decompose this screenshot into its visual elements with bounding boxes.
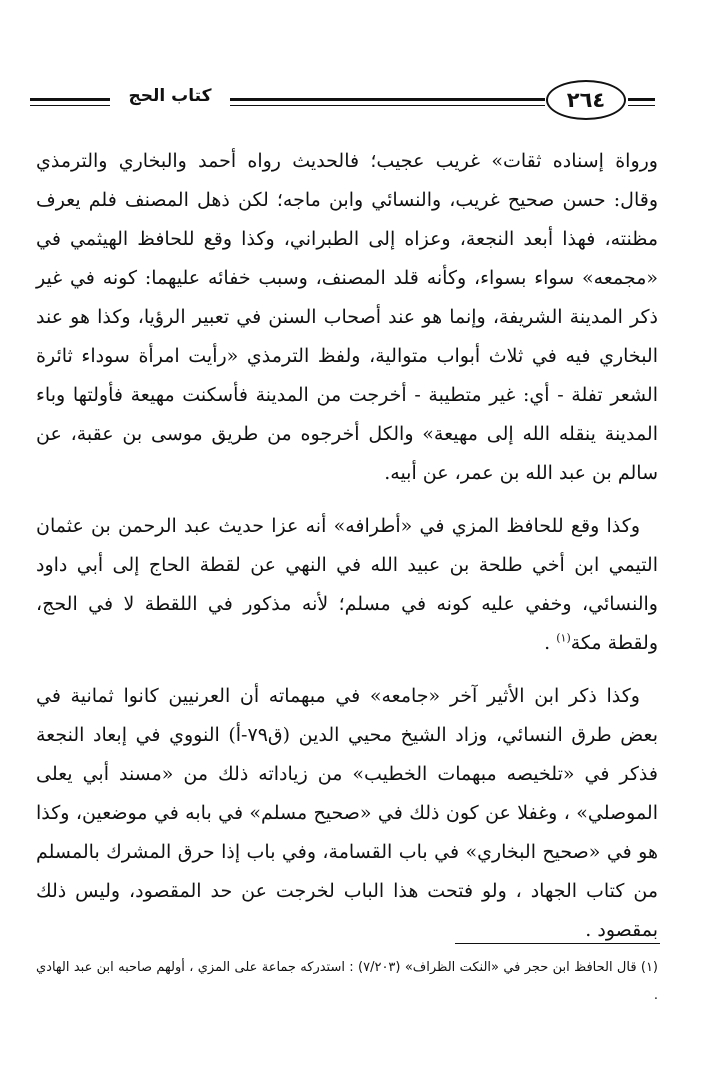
paragraph-1	[36, 142, 658, 493]
header-rule-right-thin	[628, 105, 655, 106]
header-rule-left-thick	[30, 98, 110, 101]
header-rule-left-thin	[30, 105, 110, 106]
footnote-separator	[455, 943, 660, 944]
paragraph-2-tail: .	[544, 632, 557, 654]
footnote-text: (١) قال الحافظ ابن حجر في «النكت الظراف» (٧/٢٠٣) : استدركه جماعة على المزي ، أولهم صاحبه ابن عبد الهادي .	[36, 960, 658, 1003]
running-title: كتاب الحج	[128, 86, 212, 106]
header-rule-right-thick	[628, 98, 655, 101]
paragraph-2-text: وكذا وقع للحافظ المزي في «أطرافه» أنه عزا حديث عبد الرحمن بن عثمان التيمي ابن أخي طلحة بن عبيد الله في النهي عن لقطة الحاج إلى أبي داود والنسائي، وخفي عليه كونه في مسلم؛ لأنه مذكور في اللقطة لا في الحج، ولقطة مكة	[36, 515, 658, 654]
body-text	[36, 142, 658, 950]
header-rule-middle-thin	[230, 105, 545, 106]
header-rule-middle-thick	[230, 98, 545, 101]
paragraph-3-text: وكذا ذكر ابن الأثير آخر «جامعه» في مبهماته أن العرنيين كانوا ثمانية في بعض طرق النسائي، وزاد الشيخ محيي الدين (ق٧٩-أ) النووي في إبعاد النجعة فذكر في «تلخيصه مبهمات الخطيب» من زياداته ذلك من «مسند أبي يعلى الموصلي» ، وغفلا عن كون ذلك في «صحيح مسلم» في بابه في موضعين، وكذا هو في «صحيح البخاري» في باب القسامة، وفي باب إذا حرق المشرك بالمسلم من كتاب الجهاد ، ولو فتحت هذا الباب لخرجت عن حد المقصود، وليس ذلك بمقصود .	[36, 685, 659, 941]
page-header	[30, 78, 655, 122]
paragraph-3	[36, 677, 658, 950]
footnote-reference: (١)	[556, 631, 571, 645]
footnote	[36, 954, 658, 1010]
page-number: ٢٦٤	[546, 80, 626, 120]
paragraph-1-text: ورواة إسناده ثقات» غريب عجيب؛ فالحديث رواه أحمد والبخاري والترمذي وقال: حسن صحيح غريب، والنسائي وابن ماجه؛ لكن ذهل المصنف فلم يعرف مظنته، فهذا أبعد النجعة، وعزاه إلى الطبراني، وكذا وقع للحافظ الهيثمي في «مجمعه» سواء بسواء، وكأنه قلد المصنف، وسبب خفائه عليهما: كونه في غير ذكر المدينة الشريفة، وإنما هو عند أصحاب السنن في تعبير الرؤيا، وكذا هو عند البخاري فيه في ثلاث أبواب متوالية، ولفظ الترمذي «رأيت امرأة سوداء ثائرة الشعر تفلة - أي: غير متطيبة - أخرجت من المدينة فأسكنت مهيعة فأولتها وباء المدينة ينقله الله إلى مهيعة» والكل أخرجوه من طريق موسى بن عقبة، عن سالم بن عبد الله بن عمر، عن أبيه.	[36, 150, 658, 484]
paragraph-2	[36, 507, 658, 663]
